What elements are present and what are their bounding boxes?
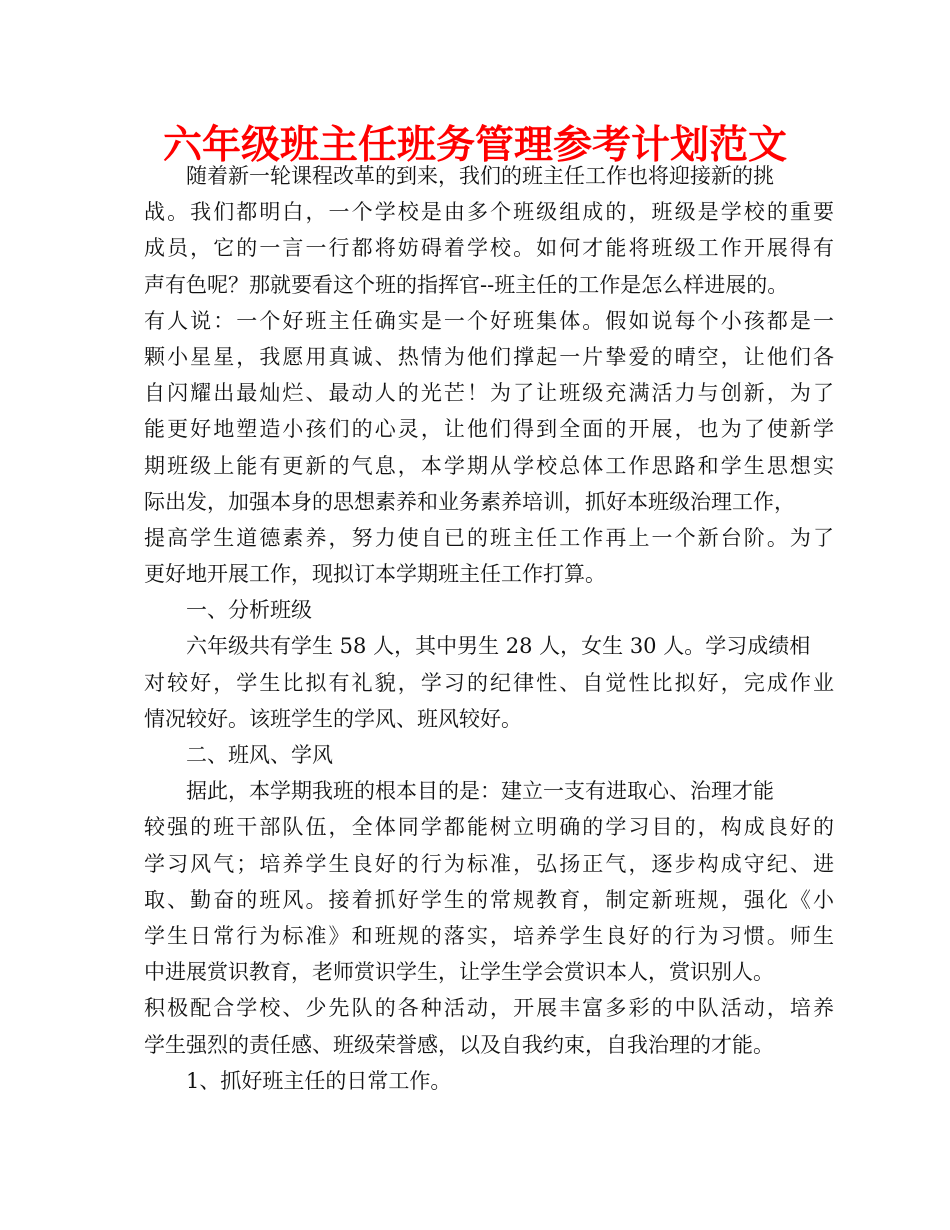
paragraph-line: 中进展赏识教育，老师赏识学生，让学生学会赏识本人，赏识别人。 [144, 960, 774, 985]
paragraph-line: 学生日常行为标准》和班规的落实，培养学生良好的行为习惯。师生 [144, 923, 834, 948]
paragraph-line: 自闪耀出最灿烂、最动人的光芒！为了让班级充满活力与创新，为了 [144, 381, 834, 406]
paragraph-line: 颗小星星，我愿用真诚、热情为他们撑起一片挚爱的晴空，让他们各 [144, 344, 834, 369]
paragraph-line: 学习风气；培养学生良好的行为标准，弘扬正气，逐步构成守纪、进 [144, 851, 834, 876]
paragraph-line: 成员，它的一言一行都将妨碍着学校。如何才能将班级工作开展得有 [144, 236, 834, 261]
paragraph-line: 有人说：一个好班主任确实是一个好班集体。假如说每个小孩都是一 [144, 308, 834, 333]
section-heading: 二、班风、学风 [186, 743, 333, 767]
paragraph-line: 更好地开展工作，现拟订本学期班主任工作打算。 [144, 562, 606, 587]
paragraph-line: 情况较好。该班学生的学风、班风较好。 [144, 706, 522, 731]
paragraph-line: 期班级上能有更新的气息，本学期从学校总体工作思路和学生思想实 [144, 453, 834, 478]
paragraph-line: 学生强烈的责任感、班级荣誉感，以及自我约束，自我治理的才能。 [144, 1032, 774, 1057]
paragraph-line: 积极配合学校、少先队的各种活动，开展丰富多彩的中队活动，培养 [144, 996, 834, 1021]
paragraph-line: 据此，本学期我班的根本目的是：建立一支有进取心、治理才能 [186, 779, 774, 804]
subsection-heading: 1、抓好班主任的日常工作。 [186, 1068, 452, 1093]
paragraph-line: 能更好地塑造小孩们的心灵，让他们得到全面的开展，也为了使新学 [144, 417, 834, 442]
paragraph-line: 对较好，学生比拟有礼貌，学习的纪律性、自觉性比拟好，完成作业 [144, 670, 834, 695]
document-title: 六年级班主任班务管理参考计划范文 [162, 123, 787, 168]
section-heading: 一、分析班级 [186, 598, 312, 623]
paragraph-line: 际出发，加强本身的思想素养和业务素养培训，抓好本班级治理工作， [144, 489, 795, 514]
paragraph-line: 取、勤奋的班风。接着抓好学生的常规教育，制定新班规，强化《小 [144, 887, 834, 912]
document-body [144, 158, 834, 1099]
paragraph-line: 声有色呢？那就要看这个班的指挥官--班主任的工作是怎么样进展的。 [144, 272, 789, 297]
paragraph-line: 较强的班干部队伍，全体同学都能树立明确的学习目的，构成良好的 [144, 815, 834, 840]
paragraph-line: 提高学生道德素养，努力使自已的班主任工作再上一个新台阶。为了 [144, 525, 834, 550]
paragraph-line: 六年级共有学生 58 人，其中男生 28 人，女生 30 人。学习成绩相 [186, 634, 811, 659]
paragraph-line: 随着新一轮课程改革的到来，我们的班主任工作也将迎接新的挑 [186, 164, 774, 188]
paragraph-line: 战。我们都明白，一个学校是由多个班级组成的，班级是学校的重要 [144, 200, 834, 225]
